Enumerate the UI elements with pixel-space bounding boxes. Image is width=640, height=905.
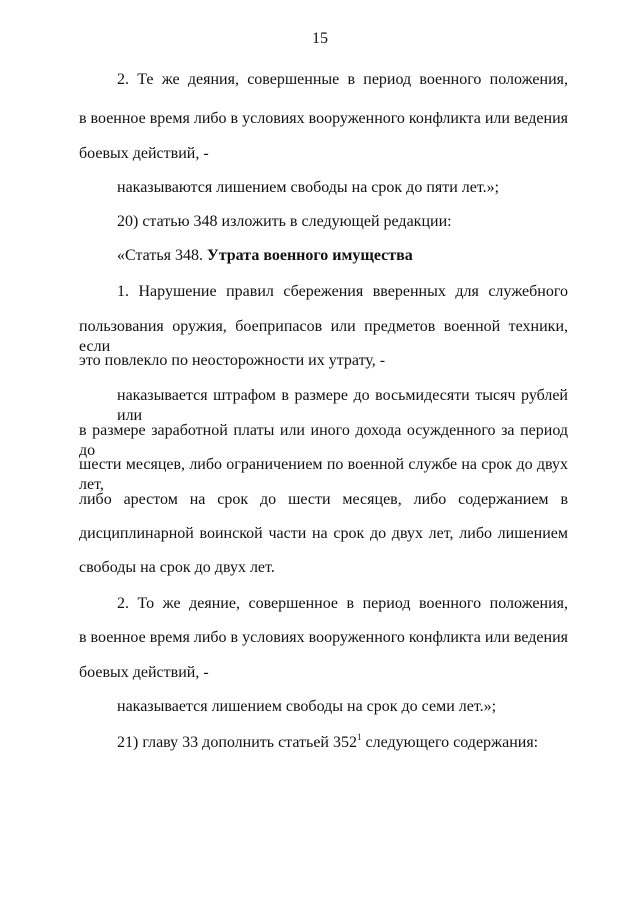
article-heading [117, 246, 568, 266]
text-line: 2. То же деяние, совершенное в период военного положения, [117, 595, 568, 612]
text-line: в военное время либо в условиях вооруженного конфликта или ведения [79, 110, 568, 127]
amendment-text-end: следующего содержания: [361, 734, 539, 751]
article-superscript: 1 [357, 732, 362, 742]
text-line: шести месяцев, либо ограничением по военной службе на срок до двух лет, [79, 456, 568, 493]
text-line: дисциплинарной воинской части на срок до двух лет, либо лишением [79, 525, 568, 542]
text-line: в военное время либо в условиях вооруженного конфликта или ведения [79, 629, 568, 646]
text-line [117, 733, 568, 753]
text-line: либо арестом на срок до шести месяцев, либо содержанием в [79, 491, 568, 508]
text-line: пользования оружия, боеприпасов или предметов военной техники, если [79, 318, 568, 355]
text-line: боевых действий, - [79, 145, 209, 162]
article-title: Утрата военного имущества [206, 247, 413, 264]
text-line: наказывается штрафом в размере до восьмидесяти тысяч рублей или [117, 387, 568, 424]
text-line: наказывается лишением свободы на срок до семи лет.»; [117, 698, 497, 715]
text-line: 1. Нарушение правил сбережения вверенных для служебного [117, 283, 568, 300]
page-number: 15 [312, 30, 328, 47]
text-line: в размере заработной платы или иного дохода осужденного за период до [79, 422, 568, 459]
text-line: 2. Те же деяния, совершенные в период военного положения, [117, 71, 568, 88]
text-line: 20) статью 348 изложить в следующей редакции: [117, 213, 452, 230]
text-line: это повлекло по неосторожности их утрату, - [79, 352, 386, 369]
text-line: свободы на срок до двух лет. [79, 559, 275, 576]
article-number: «Статья 348. [117, 247, 207, 264]
amendment-text: 21) главу 33 дополнить статьей 352 [117, 734, 357, 751]
text-line: боевых действий, - [79, 664, 209, 681]
text-line: наказываются лишением свободы на срок до пяти лет.»; [117, 179, 500, 196]
